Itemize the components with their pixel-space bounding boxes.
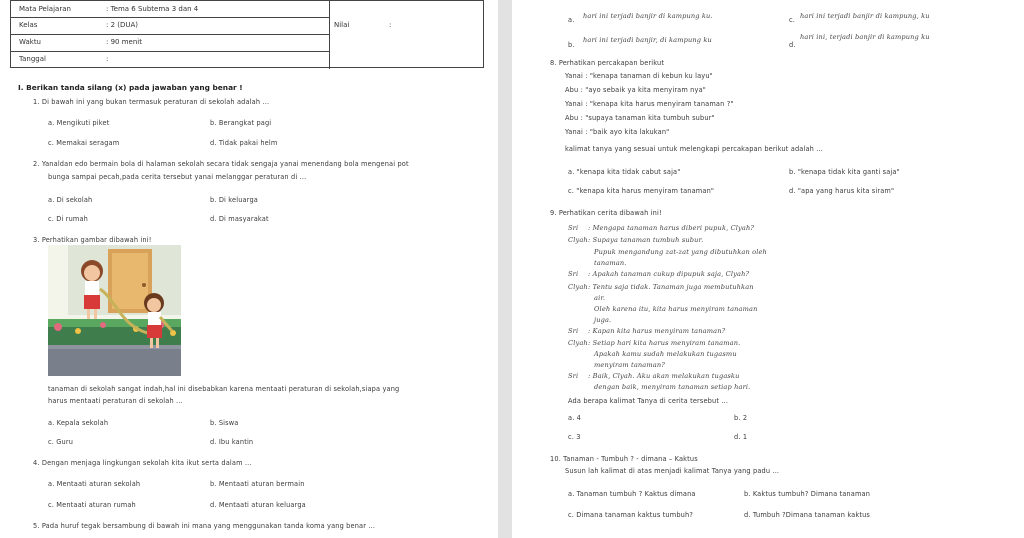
question-1: 1. Di bawah ini yang bukan termasuk peraturan di sekolah adalah ... <box>33 98 270 106</box>
story-line: : Apakah tanaman cukup dipupuk saja, Clyah? <box>588 270 750 278</box>
tanggal-label: Tanggal <box>19 55 46 63</box>
story-line: Pupuk mengandung zat-zat yang dibutuhkan oleh <box>594 248 767 256</box>
right-page <box>512 0 1024 538</box>
q9-prompt: Ada berapa kalimat Tanya di cerita tersebut ... <box>568 397 729 405</box>
q8-dialog-line: Yanai : "kenapa kita harus menyiram tanaman ?" <box>565 100 734 108</box>
question-2-line-1: 2. Yanaldan edo bermain bola di halaman sekolah secara tidak sengaja yanai menendang bola mengenai pot <box>33 160 409 168</box>
q8-dialog-line: Yanai : "kenapa tanaman di kebun ku layu" <box>565 72 713 80</box>
q5-option-d[interactable]: hari ini, terjadi banjir di kampung ku <box>800 33 930 41</box>
tanggal-value: : <box>106 55 109 63</box>
waktu-value: : 90 menit <box>106 38 142 46</box>
question-3: 3. Perhatikan gambar dibawah ini! <box>33 236 152 244</box>
q2-option-c[interactable]: c. Di rumah <box>48 215 89 223</box>
story-line: air. <box>594 294 606 302</box>
question-2-line-2: bunga sampai pecah,pada cerita tersebut yanai melanggar peraturan di ... <box>48 173 307 181</box>
q4-option-a[interactable]: a. Mentaati aturan sekolah <box>48 480 141 488</box>
section-title: I. Berikan tanda silang (x) pada jawaban yang benar ! <box>18 83 243 92</box>
story-line: : Kapan kita harus menyiram tanaman? <box>588 327 726 335</box>
q1-option-b[interactable]: b. Berangkat pagi <box>210 119 272 127</box>
story-speaker: Sri <box>568 372 579 380</box>
q9-option-b[interactable]: b. 2 <box>734 414 748 422</box>
q10-option-d[interactable]: d. Tumbuh ?Dimana tanaman kaktus <box>744 511 870 519</box>
q3-option-d[interactable]: d. Ibu kantin <box>210 438 254 446</box>
story-line: : Tentu saja tidak. Tanaman juga membutuhkan <box>588 283 754 291</box>
mata-pelajaran-label: Mata Pelajaran <box>19 5 71 13</box>
q9-option-c[interactable]: c. 3 <box>568 433 581 441</box>
q9-option-a[interactable]: a. 4 <box>568 414 582 422</box>
question-4: 4. Dengan menjaga lingkungan sekolah kita ikut serta dalam ... <box>33 459 252 467</box>
table-divider <box>329 1 330 69</box>
story-speaker: Sri <box>568 270 579 278</box>
q1-option-d[interactable]: d. Tidak pakai helm <box>210 139 278 147</box>
q3-option-c[interactable]: c. Guru <box>48 438 74 446</box>
story-line: : Baik, Clyah. Aku akan melakukan tugasku <box>588 372 740 380</box>
q5-option-a-label[interactable]: a. <box>568 16 575 24</box>
nilai-label: Nilai <box>334 21 350 29</box>
question-3-caption-2: harus mentaati peraturan di sekolah ... <box>48 397 183 405</box>
story-speaker: Sri <box>568 224 579 232</box>
q8-option-c[interactable]: c. "kenapa kita harus menyiram tanaman" <box>568 187 715 195</box>
q8-prompt: kalimat tanya yang sesuai untuk melengkapi percakapan berikut adalah ... <box>565 145 823 153</box>
table-row-line <box>11 17 329 18</box>
q2-option-b[interactable]: b. Di keluarga <box>210 196 258 204</box>
story-speaker: Clyah <box>568 283 588 291</box>
story-speaker: Clyah <box>568 236 588 244</box>
q8-option-b[interactable]: b. "kenapa tidak kita ganti saja" <box>789 168 900 176</box>
illustration-svg <box>48 245 181 376</box>
kelas-value: : 2 (DUA) <box>106 21 139 29</box>
table-row-line <box>11 51 329 52</box>
page-divider <box>498 0 512 538</box>
question-8: 8. Perhatikan percakapan berikut <box>550 59 665 67</box>
q4-option-b[interactable]: b. Mentaati aturan bermain <box>210 480 305 488</box>
q5-option-c[interactable]: hari ini terjadi banjir di kampung, ku <box>800 12 930 20</box>
q10-prompt: Susun lah kalimat di atas menjadi kalimat Tanya yang padu ... <box>565 467 780 475</box>
q1-option-c[interactable]: c. Memakai seragam <box>48 139 120 147</box>
q8-dialog-line: Abu : "supaya tanaman kita tumbuh subur" <box>565 114 715 122</box>
girls-watering-plants-illustration <box>48 245 181 376</box>
q8-option-a[interactable]: a. "kenapa kita tidak cabut saja" <box>568 168 681 176</box>
story-line: Oleh karena itu, kita harus menyiram tanaman <box>594 305 758 313</box>
question-9: 9. Perhatikan cerita dibawah ini! <box>550 209 662 217</box>
nilai-value: : <box>389 21 392 29</box>
q8-dialog-line: Abu : "ayo sebaik ya kita menyiram nya" <box>565 86 706 94</box>
q5-option-b[interactable]: hari ini terjadi banjir, di kampung ku <box>583 36 712 44</box>
waktu-label: Waktu <box>19 38 41 46</box>
story-line: : Setiap hari kita harus menyiram tanaman. <box>588 339 741 347</box>
mata-pelajaran-value: : Tema 6 Subtema 3 dan 4 <box>106 5 199 13</box>
story-line: tanaman. <box>594 259 627 267</box>
question-3-caption-1: tanaman di sekolah sangat indah,hal ini disebabkan karena mentaati peraturan di sekolah,siapa yang <box>48 385 400 393</box>
q8-option-d[interactable]: d. "apa yang harus kita siram" <box>789 187 895 195</box>
story-line: : Mengapa tanaman harus diberi pupuk, Clyah? <box>588 224 755 232</box>
q4-option-c[interactable]: c. Mentaati aturan rumah <box>48 501 136 509</box>
story-speaker: Clyah <box>568 339 588 347</box>
story-line: dengan baik, menyiram tanaman setiap hari. <box>594 383 751 391</box>
q9-option-d[interactable]: d. 1 <box>734 433 748 441</box>
kelas-label: Kelas <box>19 21 38 29</box>
q8-dialog-line: Yanai : "baik ayo kita lakukan" <box>565 128 670 136</box>
q5-option-a[interactable]: hari ini terjadi banjir di kampung ku. <box>583 12 713 20</box>
story-speaker: Sri <box>568 327 579 335</box>
q2-option-a[interactable]: a. Di sekolah <box>48 196 93 204</box>
q2-option-d[interactable]: d. Di masyarakat <box>210 215 269 223</box>
q10-option-a[interactable]: a. Tanaman tumbuh ? Kaktus dimana <box>568 490 696 498</box>
q5-option-d-label[interactable]: d. <box>789 41 796 49</box>
story-line: Apakah kamu sudah melakukan tugasmu <box>594 350 737 358</box>
q3-option-a[interactable]: a. Kepala sekolah <box>48 419 109 427</box>
q10-option-b[interactable]: b. Kaktus tumbuh? Dimana tanaman <box>744 490 871 498</box>
table-row-line <box>11 34 329 35</box>
story-line: : Supaya tanaman tumbuh subur. <box>588 236 704 244</box>
q3-option-b[interactable]: b. Siswa <box>210 419 239 427</box>
question-5: 5. Pada huruf tegak bersambung di bawah ini mana yang menggunakan tanda koma yang benar ... <box>33 522 376 530</box>
story-line: juga. <box>594 316 612 324</box>
story-line: menyiram tanaman? <box>594 361 665 369</box>
q5-option-c-label[interactable]: c. <box>789 16 796 24</box>
left-page <box>0 0 498 538</box>
q10-option-c[interactable]: c. Dimana tanaman kaktus tumbuh? <box>568 511 693 519</box>
q5-option-b-label[interactable]: b. <box>568 41 575 49</box>
q1-option-a[interactable]: a. Mengikuti piket <box>48 119 110 127</box>
question-10: 10. Tanaman - Tumbuh ? - dimana – Kaktus <box>550 455 698 463</box>
q4-option-d[interactable]: d. Mentaati aturan keluarga <box>210 501 306 509</box>
header-table <box>10 0 484 68</box>
